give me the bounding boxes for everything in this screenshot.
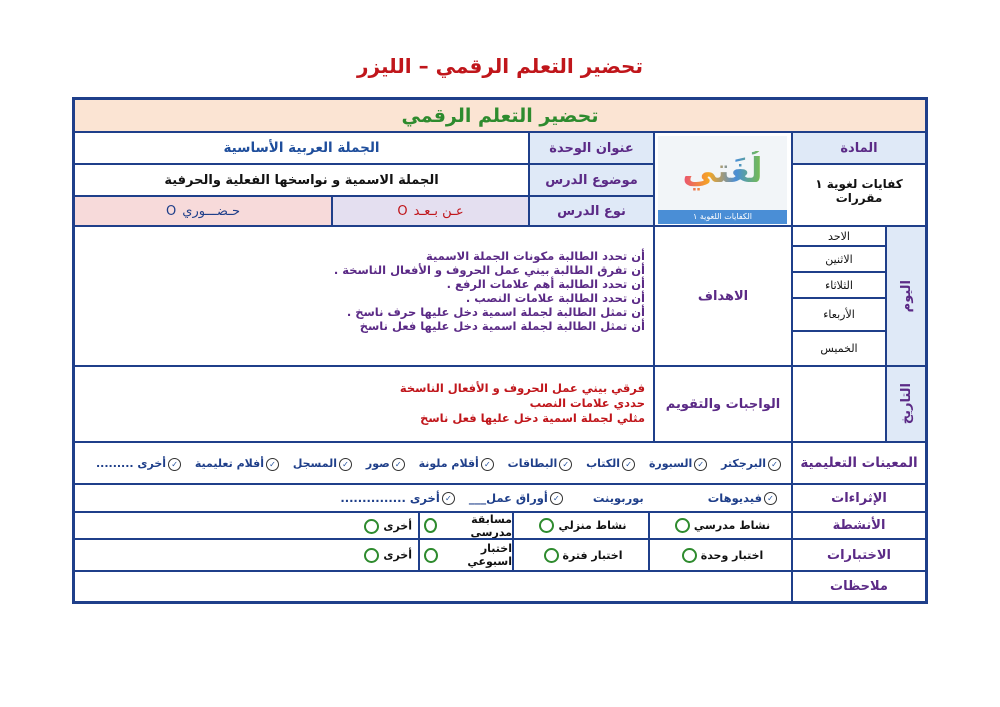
aids-label: المعينات التعليمية <box>792 442 926 484</box>
day-sunday: الاحد <box>792 226 886 246</box>
test-weekly[interactable]: اختبار اسبوعي <box>419 539 513 571</box>
day-monday: الاثنين <box>792 246 886 272</box>
date-value-cell[interactable] <box>792 366 886 442</box>
test-other[interactable]: أخرى <box>74 539 419 571</box>
check-icon: ✓ <box>622 458 635 471</box>
objectives-label: الاهداف <box>654 226 792 366</box>
unit-value: الجملة العربية الأساسية <box>74 132 529 164</box>
lesson-value: الجملة الاسمية و نواسخها الفعلية والحرفية <box>74 164 529 196</box>
unit-label: عنوان الوحدة <box>529 132 654 164</box>
aid-board[interactable]: ✓السبورة <box>649 457 709 471</box>
aid-cards[interactable]: ✓البطاقات <box>508 457 575 471</box>
radio-icon <box>675 518 690 533</box>
date-label-cell <box>886 366 926 442</box>
day-tuesday: الثلاثاء <box>792 272 886 298</box>
objective-item: أن تحدد الطالبة علامات النصب . <box>465 291 645 305</box>
tests-label: الاختبارات <box>792 539 926 571</box>
homework-item: حددي علامات النصب <box>529 396 645 410</box>
check-icon: ✓ <box>559 458 572 471</box>
radio-icon <box>424 518 437 533</box>
enrich-other[interactable]: ✓أخرى ............... <box>340 491 456 505</box>
radio-icon <box>544 548 559 563</box>
check-icon: ✓ <box>339 458 352 471</box>
day-thursday: الخميس <box>792 331 886 366</box>
aids-cell <box>74 442 792 484</box>
enrich-powerpoint[interactable]: بوربوينت <box>592 491 644 505</box>
check-icon: ✓ <box>392 458 405 471</box>
check-icon: ✓ <box>694 458 707 471</box>
enrich-videos[interactable]: ✓فيديوهات <box>708 491 779 505</box>
lesson-type-remote[interactable] <box>332 196 529 226</box>
homework-label: الواجبات والتقويم <box>654 366 792 442</box>
check-icon: ✓ <box>266 458 279 471</box>
check-icon: ✓ <box>481 458 494 471</box>
aid-pens[interactable]: ✓أقلام ملونة <box>419 457 496 471</box>
objective-item: أن تحدد الطالبة مكونات الجملة الاسمية <box>425 249 645 263</box>
day-label-cell <box>886 226 926 366</box>
lesson-label: موضوع الدرس <box>529 164 654 196</box>
subject-logo <box>654 132 792 226</box>
radio-icon <box>364 519 379 534</box>
day-label: اليوم <box>898 279 914 313</box>
aid-book[interactable]: ✓الكتاب <box>586 457 637 471</box>
test-unit[interactable]: اختبار وحدة <box>649 539 792 571</box>
logo-text: لُغَتي <box>682 151 763 191</box>
check-icon: ✓ <box>168 458 181 471</box>
test-term[interactable]: اختبار فترة <box>513 539 649 571</box>
lesson-type-presence[interactable] <box>74 196 332 226</box>
radio-icon <box>424 548 438 563</box>
aid-films[interactable]: ✓أفلام تعليمية <box>195 457 281 471</box>
check-icon: ✓ <box>768 458 781 471</box>
objective-item: أن تمثل الطالبة لجملة اسمية دخل عليها فعل ناسخ <box>359 319 645 333</box>
objective-item: أن تفرق الطالبة بيني عمل الحروف و الأفعال الناسخة . <box>333 263 645 277</box>
check-icon: ✓ <box>442 492 455 505</box>
presence-radio-icon[interactable]: O <box>166 203 177 219</box>
subject-track: مقررات <box>835 191 883 205</box>
lesson-type-label: نوع الدرس <box>529 196 654 226</box>
logo-caption: الكفايات اللغوية ١ <box>658 210 787 224</box>
objectives-cell <box>74 226 654 366</box>
enrich-worksheets[interactable]: ✓أوراق عمل___ <box>469 491 565 505</box>
remote-label: عـن بـعـد <box>413 203 464 219</box>
lesson-plan-table <box>72 97 928 604</box>
date-label: التاريخ <box>898 383 914 425</box>
homework-cell <box>74 366 654 442</box>
radio-icon <box>539 518 554 533</box>
subject-label: المادة <box>792 132 926 164</box>
enrichment-cell <box>74 484 792 512</box>
day-wednesday: الأربعاء <box>792 298 886 331</box>
radio-icon <box>682 548 697 563</box>
activity-contest[interactable]: مسابقة مدرسي <box>419 512 513 539</box>
objective-item: أن تمثل الطالبة لجملة اسمية دخل عليها حرف ناسخ . <box>346 305 645 319</box>
radio-icon <box>364 548 379 563</box>
subject-cell <box>792 164 926 226</box>
presence-label: حـضـــوري <box>182 203 240 219</box>
aid-projector[interactable]: ✓البرجكتر <box>721 457 783 471</box>
subject-name: كفايات لغوية ١ <box>815 177 903 191</box>
enrichment-label: الإثراءات <box>792 484 926 512</box>
objective-item: أن تحدد الطالبة أهم علامات الرفع . <box>446 277 645 291</box>
notes-label: ملاحظات <box>792 571 926 602</box>
aid-recorder[interactable]: ✓المسجل <box>293 457 354 471</box>
activity-other[interactable]: أخرى <box>74 512 419 539</box>
check-icon: ✓ <box>764 492 777 505</box>
check-icon: ✓ <box>550 492 563 505</box>
homework-item: مثلي لجملة اسمية دخل عليها فعل ناسخ <box>420 411 645 425</box>
homework-item: فرقي بيني عمل الحروف و الأفعال الناسخة <box>399 381 645 395</box>
remote-radio-icon[interactable]: O <box>397 203 408 219</box>
notes-field[interactable] <box>74 571 792 602</box>
table-header: تحضير التعلم الرقمي <box>74 99 926 132</box>
aid-images[interactable]: ✓صور <box>366 457 407 471</box>
objectives-list <box>85 249 645 333</box>
aid-other[interactable]: ✓أخرى ......... <box>96 457 183 471</box>
activity-home[interactable]: نشاط منزلي <box>513 512 649 539</box>
homework-list <box>85 381 645 426</box>
activities-label: الأنشطة <box>792 512 926 539</box>
activity-school[interactable]: نشاط مدرسي <box>649 512 792 539</box>
page-title: تحضير التعلم الرقمي – الليزر <box>357 54 643 78</box>
